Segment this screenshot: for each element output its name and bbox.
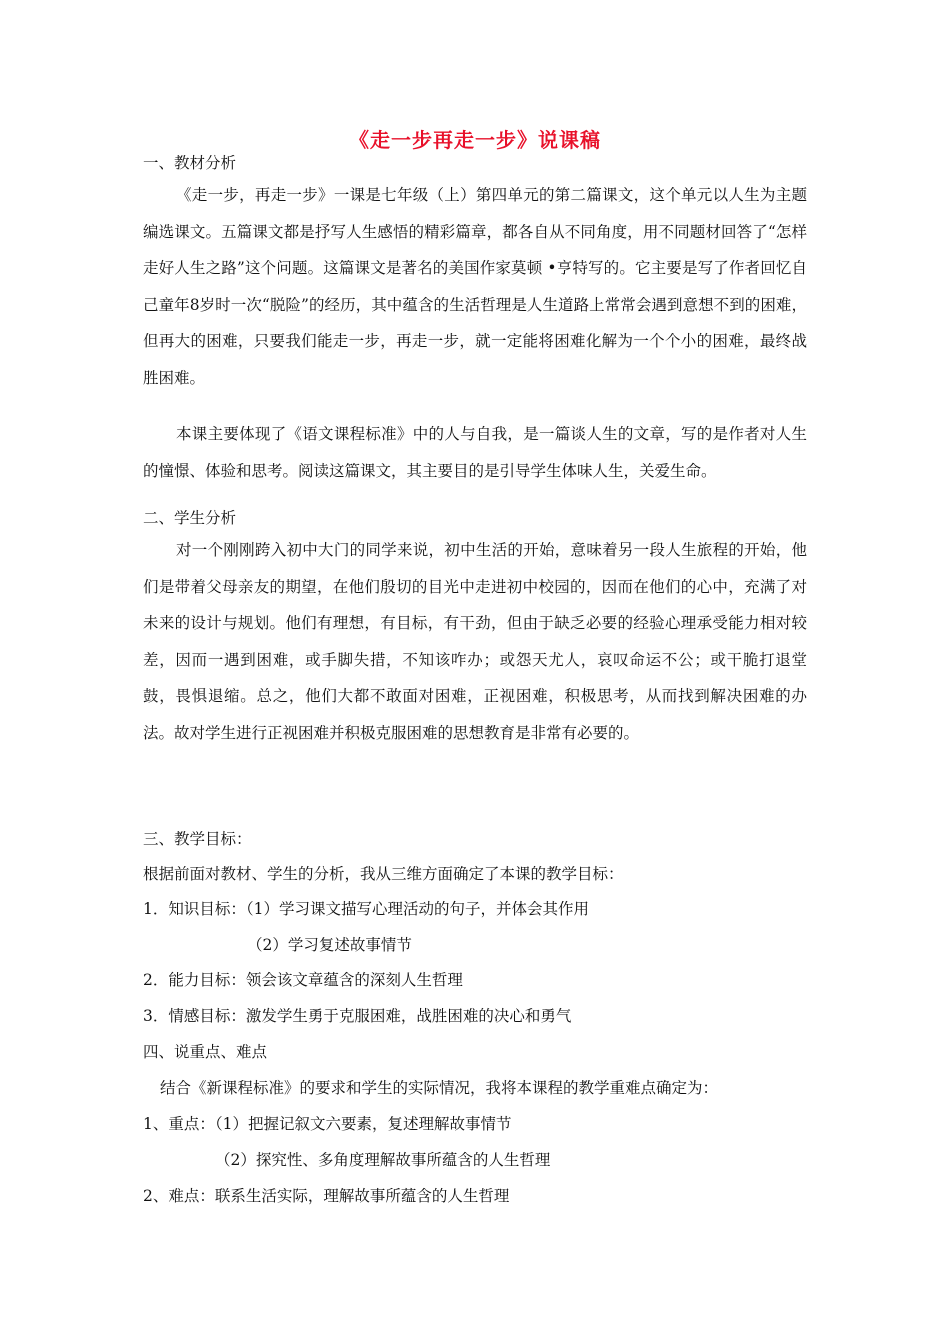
section-heading-textbook: 一、教材分析 [143,154,237,172]
section-heading-goals: 三、教学目标： [143,830,252,848]
goal-emotion: 3．情感目标：激发学生勇于克服困难，战胜困难的决心和勇气 [143,1007,572,1025]
keypoints-intro: 结合《新课程标准》的要求和学生的实际情况，我将本课程的教学重难点确定为： [160,1079,719,1097]
section-heading-students: 二、学生分析 [143,509,237,527]
paragraph-textbook-1: 《走一步，再走一步》一课是七年级（上）第四单元的第二篇课文，这个单元以人生为主题编选课文。五篇课文都是抒写人生感悟的精彩篇章，都各自从不同角度，用不同题材回答了“怎样走好人生之路”这个问题。这篇课文是著名的美国作家莫顿 •亨特写的。它主要是写了作者回忆自己童年8岁时一次“脱险”的经历，其中蕴含的生活哲理是人生道路上常常会遇到意想不到的困难，但再大的困难，只要我们能走一步，再走一步，就一定能将困难化解为一个个小的困难，最终战胜困难。 [143,186,807,387]
keypoint-1b: （2）探究性、多角度理解故事所蕴含的人生哲理 [215,1151,551,1169]
paragraph-textbook-2: 本课主要体现了《语文课程标准》中的人与自我，是一篇谈人生的文章，写的是作者对人生的憧憬、体验和思考。阅读这篇课文，其主要目的是引导学生体味人生，关爱生命。 [143,425,807,480]
difficulty: 2、难点：联系生活实际，理解故事所蕴含的人生哲理 [143,1187,510,1205]
goal-knowledge-1: 1．知识目标：（1）学习课文描写心理活动的句子，并体会其作用 [143,900,589,918]
paragraph-students: 对一个刚刚跨入初中大门的同学来说，初中生活的开始，意味着另一段人生旅程的开始，他们是带着父母亲友的期望，在他们殷切的目光中走进初中校园的，因而在他们的心中，充满了对未来的设计与规划。他们有理想，有目标，有干劲，但由于缺乏必要的经验心理承受能力相对较差，因而一遇到困难，或手脚失措，不知该咋办；或怨天尤人，哀叹命运不公；或干脆打退堂鼓，畏惧退缩。总之，他们大都不敢面对困难，正视困难，积极思考，从而找到解决困难的办法。故对学生进行正视困难并积极克服困难的思想教育是非常有必要的。 [143,541,807,742]
goal-knowledge-2: （2）学习复述故事情节 [247,936,412,954]
goal-ability: 2．能力目标：领会该文章蕴含的深刻人生哲理 [143,971,463,989]
goals-intro: 根据前面对教材、学生的分析，我从三维方面确定了本课的教学目标： [143,865,624,883]
section-heading-keypoints: 四、说重点、难点 [143,1043,268,1061]
document-title: 《走一步再走一步》说课稿 [349,128,601,152]
keypoint-1a: 1、重点：（1）把握记叙文六要素，复述理解故事情节 [143,1115,512,1133]
